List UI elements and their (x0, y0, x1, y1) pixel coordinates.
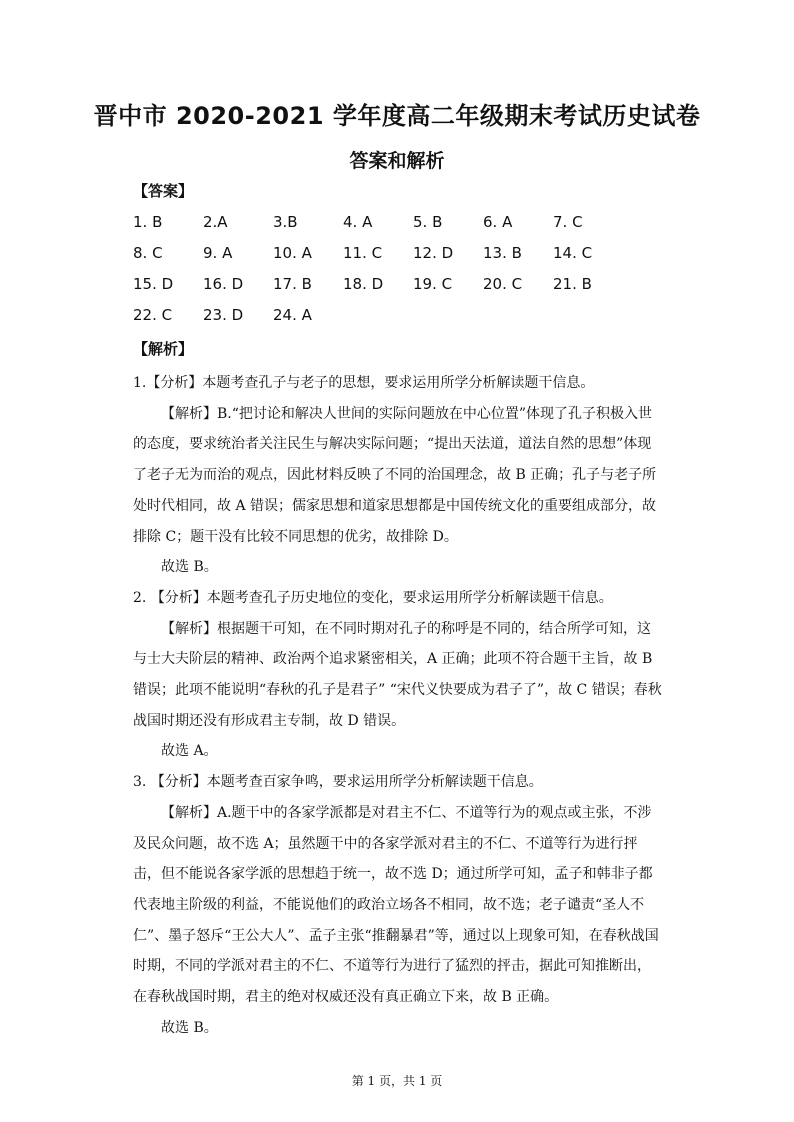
answer-item: 8. C (133, 244, 163, 262)
answer-item: 15. D (133, 275, 174, 293)
document-subtitle: 答案和解析 (349, 150, 445, 172)
answer-item: 6. A (483, 213, 513, 231)
page-footer: 第 1 页，共 1 页 (351, 1074, 443, 1088)
answer-item: 16. D (203, 275, 244, 293)
answer-item: 3.B (273, 213, 298, 231)
answer-item: 17. B (273, 275, 312, 293)
answer-item: 2.A (203, 213, 228, 231)
answer-item: 13. B (483, 244, 522, 262)
answer-item: 9. A (203, 244, 233, 262)
answer-item: 23. D (203, 306, 244, 324)
q1-answer: 故选 B。 (161, 559, 218, 576)
answer-item: 14. C (553, 244, 593, 262)
answers-label: 【答案】 (133, 182, 194, 200)
q2-explanation: 【解析】根据题干可知，在不同时期对孔子的称呼是不同的，结合所学可知，这与士大夫阶层的精神、政治两个追求紧密相关，A 正确；此项不符合题干主旨，故 B 错误；此项不能说明“春秋的孔子是君子” “宋代义快要成为君子了”，故 C 错误；春秋战国时期还没有形成君主专制，故 D 错误。 (133, 620, 662, 729)
answers-grid (133, 212, 693, 326)
answer-item: 1. B (133, 213, 163, 231)
answer-item: 11. C (343, 244, 383, 262)
answer-item: 19. C (413, 275, 453, 293)
q3-explanation: 【解析】A.题干中的各家学派都是对君主不仁、不道等行为的观点或主张，不涉及民众问题，故不选 A；虽然题干中的各家学派对君主的不仁、不道等行为进行抨击，但不能说各家学派的思想趋于统一，故不选 D；通过所学可知，孟子和韩非子都代表地主阶级的利益，不能说他们的政治立场各不相同，故不选；老子谴责“圣人不仁”、墨子怒斥“王公大人”、孟子主张“推翻暴君”等，通过以上现象可知，在春秋战国时期，不同的学派对君主的不仁、不道等行为进行了猛烈的抨击，据此可知推断出，在春秋战国时期，君主的绝对权威还没有真正确立下来，故 B 正确。 (133, 804, 659, 1006)
q3-answer: 故选 B。 (161, 1019, 218, 1036)
analysis-label: 【解析】 (133, 340, 194, 358)
answer-item: 12. D (413, 244, 454, 262)
q2-analysis-summary: 2. 【分析】本题考查孔子历史地位的变化，要求运用所学分析解读题干信息。 (133, 589, 613, 606)
analysis-body (133, 368, 663, 1043)
answer-item: 4. A (343, 213, 373, 231)
answer-item: 22. C (133, 306, 173, 324)
document-title: 晋中市 2020-2021 学年度高二年级期末考试历史试卷 (93, 102, 701, 130)
q1-explanation: 【解析】B.“把讨论和解决人世间的实际问题放在中心位置”体现了孔子积极入世的态度，要求统治者关注民生与解决实际问题；“提出天法道，道法自然的思想”体现了老子无为而治的观点，因此材料反映了不同的治国理念，故 B 正确；孔子与老子所处时代相同，故 A 错误；儒家思想和道家思想都是中国传统文化的重要组成部分，故排除 C；题干没有比较不同思想的优劣，故排除 D。 (133, 405, 657, 545)
answer-item: 20. C (483, 275, 523, 293)
answer-item: 10. A (273, 244, 312, 262)
answer-item: 24. A (273, 306, 312, 324)
answer-item: 7. C (553, 213, 583, 231)
answer-item: 21. B (553, 275, 592, 293)
q2-answer: 故选 A。 (161, 743, 218, 760)
q1-analysis-summary: 1.【分析】本题考查孔子与老子的思想，要求运用所学分析解读题干信息。 (133, 375, 595, 391)
answer-item: 18. D (343, 275, 384, 293)
answer-item: 5. B (413, 213, 443, 231)
q3-analysis-summary: 3. 【分析】本题考查百家争鸣，要求运用所学分析解读题干信息。 (133, 774, 543, 791)
